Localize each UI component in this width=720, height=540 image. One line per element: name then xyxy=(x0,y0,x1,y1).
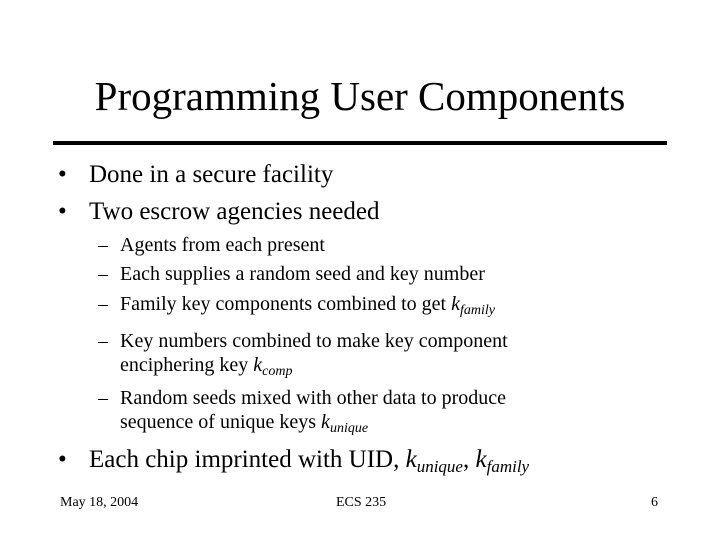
sub-bullet-marker: – xyxy=(98,293,108,315)
key-subscript: unique xyxy=(329,421,369,436)
key-variable: k xyxy=(253,354,263,376)
sub-bullet-marker: – xyxy=(98,263,108,285)
sub-bullet-text-line2-wrap xyxy=(120,410,368,434)
sub-bullet-text-line2: sequence of unique keys xyxy=(120,411,322,433)
sub-bullet-marker: – xyxy=(98,234,108,256)
title-underline xyxy=(53,141,667,145)
sub-bullet-marker: – xyxy=(98,387,108,409)
key-variable: k xyxy=(451,293,460,315)
footer-date: May 18, 2004 xyxy=(60,495,139,510)
sub-bullet-text-wrap xyxy=(120,292,495,316)
bullet-text: Two escrow agencies needed xyxy=(89,198,380,225)
sub-bullet-text-line2: enciphering key xyxy=(120,354,254,376)
key-subscript-unique: unique xyxy=(416,457,463,476)
bullet-text: Done in a secure facility xyxy=(89,161,334,188)
key-subscript: family xyxy=(459,303,495,318)
sub-bullet-text-line1: Key numbers combined to make key component xyxy=(120,330,508,352)
key-subscript-family: family xyxy=(486,457,530,476)
key-variable: k xyxy=(321,411,330,433)
sub-bullet-marker: – xyxy=(98,330,108,352)
bullet-marker: • xyxy=(58,161,67,188)
bullet-marker: • xyxy=(58,446,67,473)
footer-page-number: 6 xyxy=(651,495,658,510)
sub-bullet-text: Agents from each present xyxy=(120,234,325,256)
slide-title: Programming User Components xyxy=(94,73,626,119)
sub-bullet-text-line1: Random seeds mixed with other data to produce xyxy=(120,387,507,409)
footer-course: ECS 235 xyxy=(336,495,387,510)
bullet-marker: • xyxy=(58,198,67,225)
key-variable-unique: k xyxy=(405,446,417,473)
separator: , xyxy=(462,446,476,473)
sub-bullet-text: Each supplies a random seed and key number xyxy=(120,263,485,285)
bullet-text: Each chip imprinted with UID, xyxy=(89,446,406,473)
sub-bullet-text-line2-wrap xyxy=(120,353,293,377)
key-variable-family: k xyxy=(475,446,487,473)
key-subscript: comp xyxy=(262,364,293,379)
bullet-text-wrap xyxy=(89,445,529,475)
sub-bullet-text: Family key components combined to get xyxy=(120,293,452,315)
